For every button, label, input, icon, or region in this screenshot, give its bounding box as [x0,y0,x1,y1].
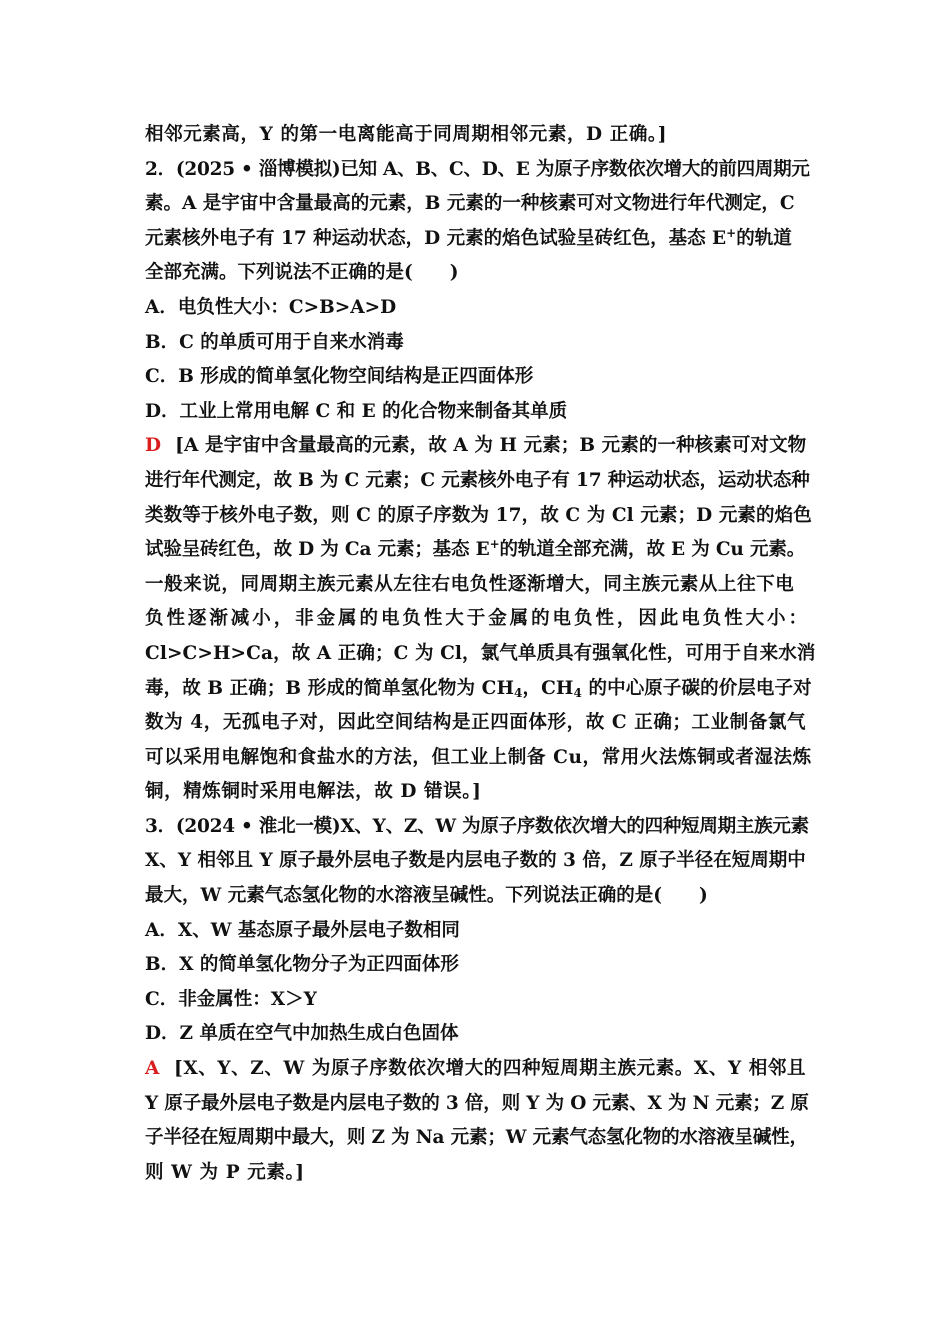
q2-exp-text-8b: ，CH [522,677,574,699]
q3-stem-line-2: X、Y 相邻且 Y 原子最外层电子数是内层电子数的 3 倍，Z 原子半径在短周期中 [145,850,806,872]
q3-number: 3． [145,815,176,837]
q2-explanation-line-4 [145,533,815,568]
q3-option-c: C．非金属性：X＞Y [145,988,317,1010]
q2-explanation-line-6: 负性逐渐减小，非金属的电负性大于金属的电负性，因此电负性大小： [145,608,810,630]
q3-exp-text-1: [X、Y、Z、W 为原子序数依次增大的四种短周期主族元素。X、Y 相邻且 [173,1058,807,1080]
q2-stem-line-3 [145,222,815,257]
continuation-line: 相邻元素高，Y 的第一电离能高于同周期相邻元素，D 正确。] [145,124,668,145]
q3-option-b: B．X 的简单氢化物分子为正四面体形 [145,954,459,976]
q2-stem-text-3a: 元素核外电子有 17 种运动状态，D 元素的焰色试验呈砖红色，基态 E [145,227,727,249]
q2-stem-line-4: 全部充满。下列说法不正确的是( ) [145,262,459,284]
q2-stem-text-1: 已知 A、B、C、D、E 为原子序数依次增大的前四周期元 [340,158,810,180]
q3-explanation-line-3: 子半径在短周期中最大，则 Z 为 Na 元素；W 元素气态氢化物的水溶液呈碱性， [145,1127,808,1149]
q2-explanation-line-1 [145,429,815,464]
q2-explanation-line-8 [145,672,815,707]
q2-exp-text-8a: 毒，故 B 正确；B 形成的简单氢化物为 CH [145,677,515,699]
q2-exp-text-4a: 试验呈砖红色，故 D 为 Ca 元素；基态 E [145,539,490,561]
q3-option-d: D．Z 单质在空气中加热生成白色固体 [145,1023,459,1045]
q2-explanation-line-10: 可以采用电解饱和食盐水的方法，但工业上制备 Cu，常用火法炼铜或者湿法炼 [145,746,812,768]
document-page [145,118,815,1190]
q3-stem-text-1: X、Y、Z、W 为原子序数依次增大的四种短周期主族元素 [340,815,809,837]
q3-explanation-line-2: Y 原子最外层电子数是内层电子数的 3 倍，则 Y 为 O 元素、X 为 N 元素；Z 原 [145,1092,809,1114]
q2-answer: D [145,435,162,457]
q3-stem-line-3: 最大，W 元素气态氢化物的水溶液呈碱性。下列说法正确的是( ) [145,885,708,907]
q2-explanation-line-9: 数为 4，无孤电子对，因此空间结构是正四面体形，故 C 正确；工业制备氯气 [145,712,807,734]
q3-stem-line-1 [145,810,815,845]
q2-explanation-line-7: Cl>C>H>Ca，故 A 正确；C 为 Cl，氯气单质具有强氧化性，可用于自来水消 [145,642,816,664]
q2-stem-line-1 [145,153,815,188]
q2-explanation-line-3: 类数等于核外电子数，则 C 的原子序数为 17，故 C 为 Cl 元素；D 元素的焰色 [145,504,812,526]
q2-option-d: D．工业上常用电解 C 和 E 的化合物来制备其单质 [145,400,568,422]
q2-stem-line-2: 素。A 是宇宙中含量最高的元素，B 元素的一种核素可对文物进行年代测定，C [145,193,795,215]
q2-option-c: C．B 形成的简单氢化物空间结构是正四面体形 [145,366,534,388]
q2-source: (2025 • 淄博模拟) [175,158,341,180]
q3-explanation-line-1 [145,1052,815,1087]
q2-explanation-line-2: 进行年代测定，故 B 为 C 元素；C 元素核外电子有 17 种运动状态，运动状态种 [145,469,810,491]
q3-option-a: A．X、W 基态原子最外层电子数相同 [145,919,460,941]
q2-stem-text-3b: 的轨道 [736,227,792,249]
q3-answer: A [145,1058,160,1080]
q2-exp-subscript-1: 4 [514,685,523,700]
q2-explanation-line-11: 铜，精炼铜时采用电解法，故 D 错误。] [145,781,482,803]
q2-exp-text-8c: 的中心原子碳的价层电子对 [581,677,812,699]
q2-number: 2． [145,158,176,180]
q2-explanation-line-5: 一般来说，同周期主族元素从左往右电负性逐渐增大，同主族元素从上往下电 [145,573,795,595]
q2-option-b: B．C 的单质可用于自来水消毒 [145,331,404,353]
q2-exp-superscript: + [489,537,500,552]
q3-source: (2024 • 淮北一模) [175,815,341,837]
q2-option-a: A．电负性大小：C>B>A>D [145,296,397,318]
q2-exp-subscript-2: 4 [573,685,582,700]
q2-exp-text-4b: 的轨道全部充满，故 E 为 Cu 元素。 [499,539,806,561]
q2-exp-text-1: [A 是宇宙中含量最高的元素，故 A 为 H 元素；B 元素的一种核素可对文物 [175,435,807,457]
q2-superscript: + [726,225,737,240]
q3-explanation-line-4: 则 W 为 P 元素。] [145,1161,305,1183]
